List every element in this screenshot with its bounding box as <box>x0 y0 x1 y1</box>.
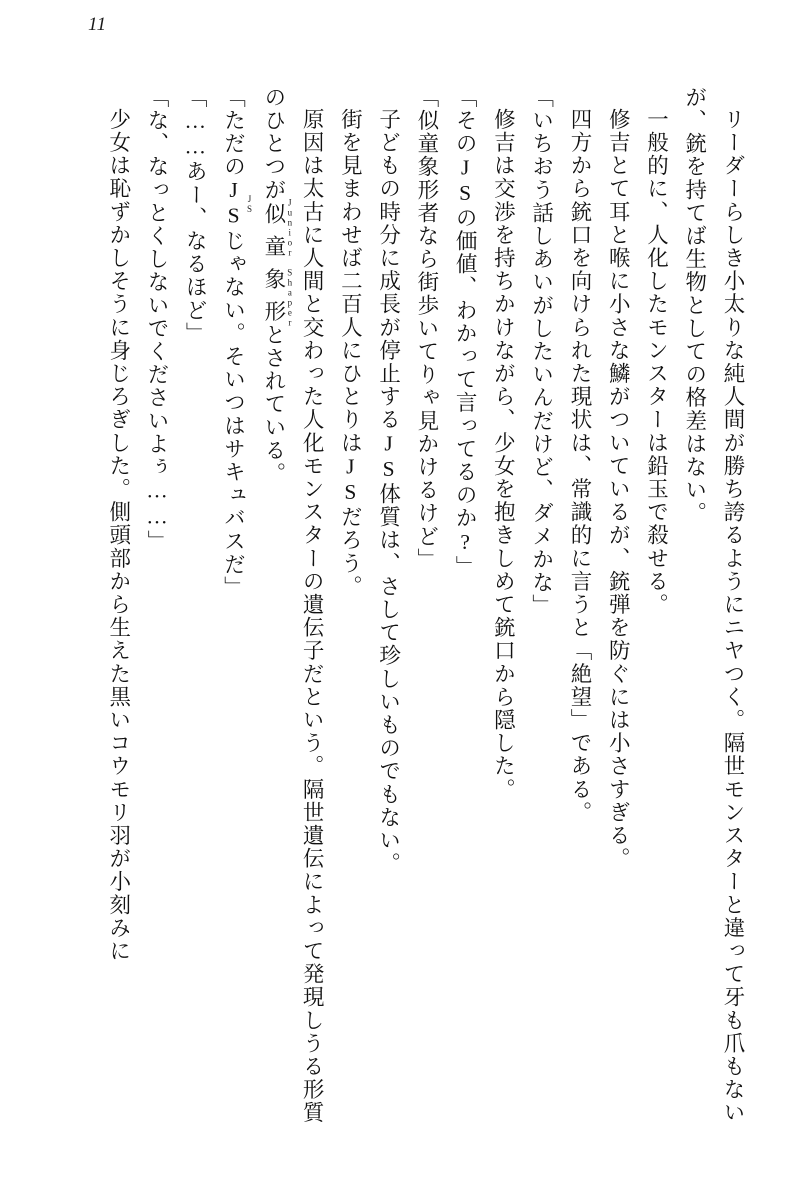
page-number: 11 <box>88 14 107 35</box>
paragraph: 街を見まわせば二百人にひとりはJSだろう。 <box>338 107 363 598</box>
ruby-junior-shaper <box>261 197 295 328</box>
paragraph-head: 原因は太古に人間と交わった人化モンスターの遺伝子だという。隔世遺伝によって発現しうる形質のひとつが <box>261 86 325 1124</box>
dialogue-line: 「似童象形者なら街歩いてりゃ見かけるけど」 <box>414 86 439 572</box>
ruby-text: Junior Shaper <box>284 197 295 328</box>
paragraph: 少女は恥ずかしそうに身じろぎした。側頭部から生えた黒いコウモリ羽が小刻みに <box>106 107 131 963</box>
paragraph: 修吉とて耳と喉に小さな鱗がついているが、銃弾を防ぐには小さすぎる。 <box>606 107 631 870</box>
paragraph: 子どもの時分に成長が停止するJS体質は、さして珍しいものでもない。 <box>376 107 401 875</box>
paragraph: 四方から銃口を向けられた現状は、常識的に言うと「絶望」である。 <box>567 107 592 824</box>
paragraph: 修吉は交渉を持ちかけながら、少女を抱きしめて銃口から隠した。 <box>491 107 516 801</box>
paragraph-with-ruby <box>255 86 332 1146</box>
ruby-js <box>221 178 255 230</box>
paragraph: 一般的に、人化したモンスターは鉛玉で殺せる。 <box>644 107 669 616</box>
dialogue-line: 「な、なっとくしないでくださいよぅ……」 <box>145 86 170 553</box>
page-body-text <box>52 86 752 1146</box>
dialogue-head: 「ただの <box>221 86 246 179</box>
dialogue-line-with-ruby <box>214 86 254 1146</box>
paragraph-tail: とされている。 <box>261 323 286 486</box>
ruby-text: JS <box>244 178 255 230</box>
dialogue-line: 「……あー、なるほど」 <box>183 86 208 346</box>
dialogue-line: 「いちおう話しあいがしたいんだけど、ダメかな」 <box>529 86 554 618</box>
ruby-base: JS <box>221 178 246 230</box>
paragraph: リーダーらしき小太りな純人間が勝ち誇るようにニヤつく。隔世モンスターと違って牙も爪もないが、銃を持てば生物としての格差はない。 <box>682 86 745 1124</box>
ruby-base: 似童象形 <box>261 197 286 328</box>
dialogue-line: 「そのJSの価値、わかって言ってるのか?」 <box>453 86 478 579</box>
dialogue-tail: じゃない。そいつはサキュバスだ」 <box>221 229 246 600</box>
